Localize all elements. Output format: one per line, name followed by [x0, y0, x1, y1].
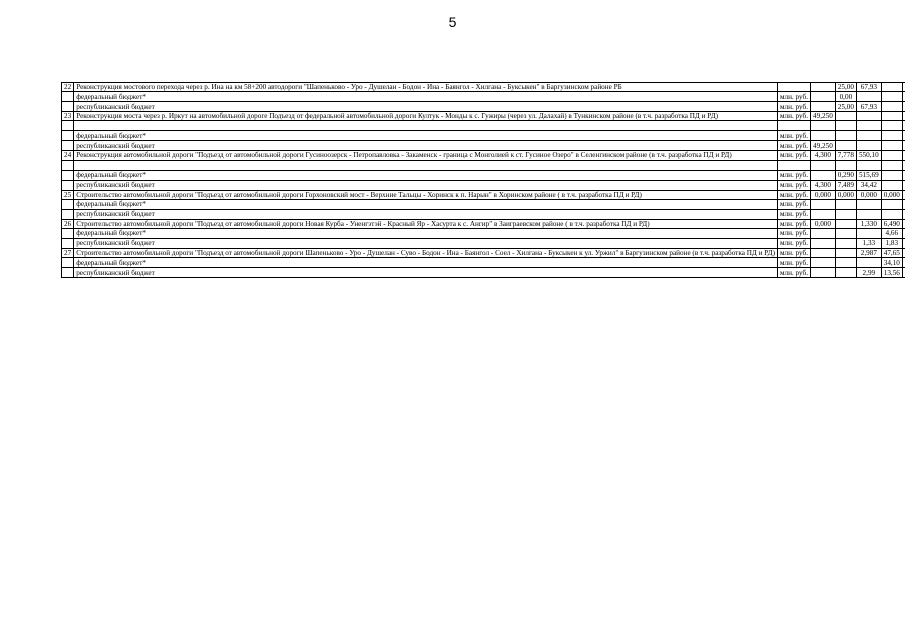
value-cell: [856, 131, 881, 141]
value-cell: [856, 92, 881, 102]
value-cell: [881, 180, 902, 190]
row-number: [62, 141, 74, 151]
value-cell: [811, 229, 836, 239]
value-cell: 7,489: [835, 180, 856, 190]
budget-row: [62, 268, 905, 278]
value-cell: [811, 83, 836, 92]
value-cell: [881, 112, 902, 121]
row-description: Реконструкция мостового перехода через р. Ина на км 58+200 автодороги "Шапеньково - Уро - Душелан - Бодон - Ина - Баянгол - Хилгана - Буксыкен" в Баргузинском районе РБ: [74, 83, 778, 92]
value-cell: [881, 102, 902, 112]
row-description: федеральный бюджет*: [74, 170, 778, 180]
row-unit: млн. руб.: [777, 180, 810, 190]
value-cell: [881, 141, 902, 151]
row-description: федеральный бюджет*: [74, 229, 778, 239]
value-cell: [811, 209, 836, 219]
row-number: 27: [62, 249, 74, 258]
value-cell: [856, 160, 881, 170]
value-cell: [835, 121, 856, 131]
budget-row: [62, 180, 905, 190]
value-cell: [856, 209, 881, 219]
row-unit: [777, 83, 810, 92]
value-cell: 6,490: [881, 219, 902, 228]
value-cell: [856, 112, 881, 121]
value-cell: 4,66: [881, 229, 902, 239]
row-number: [62, 199, 74, 209]
project-row: [62, 151, 905, 160]
row-description: [74, 121, 778, 131]
budget-row: [62, 170, 905, 180]
row-unit: млн. руб.: [777, 258, 810, 268]
row-description: Реконструкция моста через р. Иркут на автомобильной дороге Подъезд от федеральной автомобильной дороги Култук - Монды к с. Гужиры (через ул. Далахай) в Тункинском районе (в т.ч. разработка ПД и РД): [74, 112, 778, 121]
row-description: республиканский бюджет: [74, 268, 778, 278]
value-cell: [881, 92, 902, 102]
value-cell: [835, 249, 856, 258]
value-cell: [856, 199, 881, 209]
value-cell: [835, 199, 856, 209]
value-cell: [881, 131, 902, 141]
budget-row: [62, 229, 905, 239]
value-cell: 2,987: [856, 249, 881, 258]
value-cell: [835, 258, 856, 268]
value-cell: 515,69: [856, 170, 881, 180]
value-cell: [881, 121, 902, 131]
row-number: [62, 131, 74, 141]
row-number: [62, 229, 74, 239]
row-number: [62, 160, 74, 170]
row-description: республиканский бюджет: [74, 239, 778, 249]
spacer-row: [62, 160, 905, 170]
row-unit: млн. руб.: [777, 229, 810, 239]
value-cell: [881, 83, 902, 92]
value-cell: 67,93: [856, 83, 881, 92]
row-unit: млн. руб.: [777, 112, 810, 121]
value-cell: 34,42: [856, 180, 881, 190]
row-number: [62, 170, 74, 180]
value-cell: [835, 160, 856, 170]
value-cell: 7,778: [835, 151, 856, 160]
row-unit: млн. руб.: [777, 151, 810, 160]
value-cell: 0,00: [835, 92, 856, 102]
row-unit: [777, 121, 810, 131]
value-cell: 1,33: [856, 239, 881, 249]
row-description: Строительство автомобильной дороги "Подъезд от автомобильной дороги Шапеньково - Уро - Душелан - Суво - Бодон - Ина - Баянгол - Соел - Хилгана - Буксыкен к ул. Уржил" в Баргузинском районе (в т.ч. разработка ПД и РД): [74, 249, 778, 258]
value-cell: [881, 199, 902, 209]
row-unit: млн. руб.: [777, 219, 810, 228]
value-cell: 34,10: [881, 258, 902, 268]
value-cell: 550,10: [856, 151, 881, 160]
value-cell: [811, 239, 836, 249]
row-description: республиканский бюджет: [74, 209, 778, 219]
row-number: [62, 180, 74, 190]
value-cell: 0,000: [835, 190, 856, 199]
value-cell: [881, 160, 902, 170]
value-cell: 13,56: [881, 268, 902, 278]
value-cell: 0,000: [811, 219, 836, 228]
value-cell: 67,93: [856, 102, 881, 112]
spacer-row: [62, 121, 905, 131]
row-unit: млн. руб.: [777, 268, 810, 278]
row-number: [62, 102, 74, 112]
value-cell: [811, 92, 836, 102]
value-cell: 2,99: [856, 268, 881, 278]
row-number: 26: [62, 219, 74, 228]
value-cell: 0,000: [856, 190, 881, 199]
value-cell: [835, 239, 856, 249]
budget-row: [62, 239, 905, 249]
row-unit: млн. руб.: [777, 199, 810, 209]
budget-row: [62, 92, 905, 102]
row-description: федеральный бюджет*: [74, 131, 778, 141]
row-number: [62, 239, 74, 249]
page-number: 5: [448, 14, 457, 30]
value-cell: [811, 102, 836, 112]
row-description: Строительство автомобильной дороги "Подъезд от автомобильной дороги Новая Курба - Уненгэтэй - Красный Яр - Хасурта к с. Ангир" в Заиграевском районе ( в т.ч. разработка ПД и РД): [74, 219, 778, 228]
budget-row: [62, 141, 905, 151]
value-cell: 47,65: [881, 249, 902, 258]
row-unit: млн. руб.: [777, 92, 810, 102]
value-cell: [811, 131, 836, 141]
value-cell: [856, 121, 881, 131]
value-cell: [835, 229, 856, 239]
value-cell: [881, 209, 902, 219]
value-cell: 1,330: [856, 219, 881, 228]
project-row: [62, 83, 905, 92]
budget-row: [62, 258, 905, 268]
row-unit: млн. руб.: [777, 239, 810, 249]
value-cell: [811, 121, 836, 131]
row-number: 23: [62, 112, 74, 121]
row-unit: [777, 160, 810, 170]
value-cell: 49,250: [811, 112, 836, 121]
value-cell: [835, 268, 856, 278]
project-row: [62, 219, 905, 228]
value-cell: 4,300: [811, 151, 836, 160]
row-description: федеральный бюджет*: [74, 258, 778, 268]
row-unit: млн. руб.: [777, 102, 810, 112]
value-cell: [835, 141, 856, 151]
value-cell: 0,290: [835, 170, 856, 180]
value-cell: 4,300: [811, 180, 836, 190]
value-cell: [856, 229, 881, 239]
row-number: [62, 258, 74, 268]
project-row: [62, 190, 905, 199]
value-cell: [881, 170, 902, 180]
value-cell: [811, 258, 836, 268]
budget-row: [62, 102, 905, 112]
value-cell: [881, 151, 902, 160]
value-cell: [811, 170, 836, 180]
value-cell: 25,00: [835, 102, 856, 112]
value-cell: [811, 268, 836, 278]
budget-table: [61, 82, 905, 278]
row-unit: млн. руб.: [777, 141, 810, 151]
row-number: [62, 209, 74, 219]
row-description: [74, 160, 778, 170]
value-cell: [856, 141, 881, 151]
row-description: республиканский бюджет: [74, 180, 778, 190]
value-cell: [811, 199, 836, 209]
budget-row: [62, 131, 905, 141]
value-cell: [835, 112, 856, 121]
value-cell: [835, 219, 856, 228]
row-description: Строительство автомобильной дороги "Подъезд от автомобильной дороги Горхоновский мост - Верхние Тальцы - Хоринск к п. Нарын" в Хоринском районе ( в т.ч. разработка ПД и РД): [74, 190, 778, 199]
row-number: 24: [62, 151, 74, 160]
value-cell: [811, 249, 836, 258]
budget-row: [62, 199, 905, 209]
project-row: [62, 112, 905, 121]
value-cell: [835, 131, 856, 141]
value-cell: 1,83: [881, 239, 902, 249]
row-unit: млн. руб.: [777, 249, 810, 258]
row-number: 25: [62, 190, 74, 199]
value-cell: 0,000: [811, 190, 836, 199]
row-description: республиканский бюджет: [74, 102, 778, 112]
row-unit: млн. руб.: [777, 190, 810, 199]
row-number: [62, 92, 74, 102]
budget-row: [62, 209, 905, 219]
value-cell: [835, 209, 856, 219]
row-description: федеральный бюджет*: [74, 199, 778, 209]
value-cell: 25,00: [835, 83, 856, 92]
row-unit: млн. руб.: [777, 131, 810, 141]
row-number: [62, 121, 74, 131]
value-cell: 0,000: [881, 190, 902, 199]
row-number: 22: [62, 83, 74, 92]
row-unit: млн. руб.: [777, 170, 810, 180]
value-cell: 49,250: [811, 141, 836, 151]
row-number: [62, 268, 74, 278]
row-description: Реконструкция автомобильной дороги "Подъезд от автомобильной дороги Гусиноозерск - Петропавловка - Закаменск - граница с Монголией к ст. Гусиное Озеро" в Селенгинском районе (в т.ч. разработка ПД и РД): [74, 151, 778, 160]
value-cell: [856, 258, 881, 268]
row-unit: млн. руб.: [777, 209, 810, 219]
value-cell: [811, 160, 836, 170]
project-row: [62, 249, 905, 258]
row-description: республиканский бюджет: [74, 141, 778, 151]
row-description: федеральный бюджет*: [74, 92, 778, 102]
